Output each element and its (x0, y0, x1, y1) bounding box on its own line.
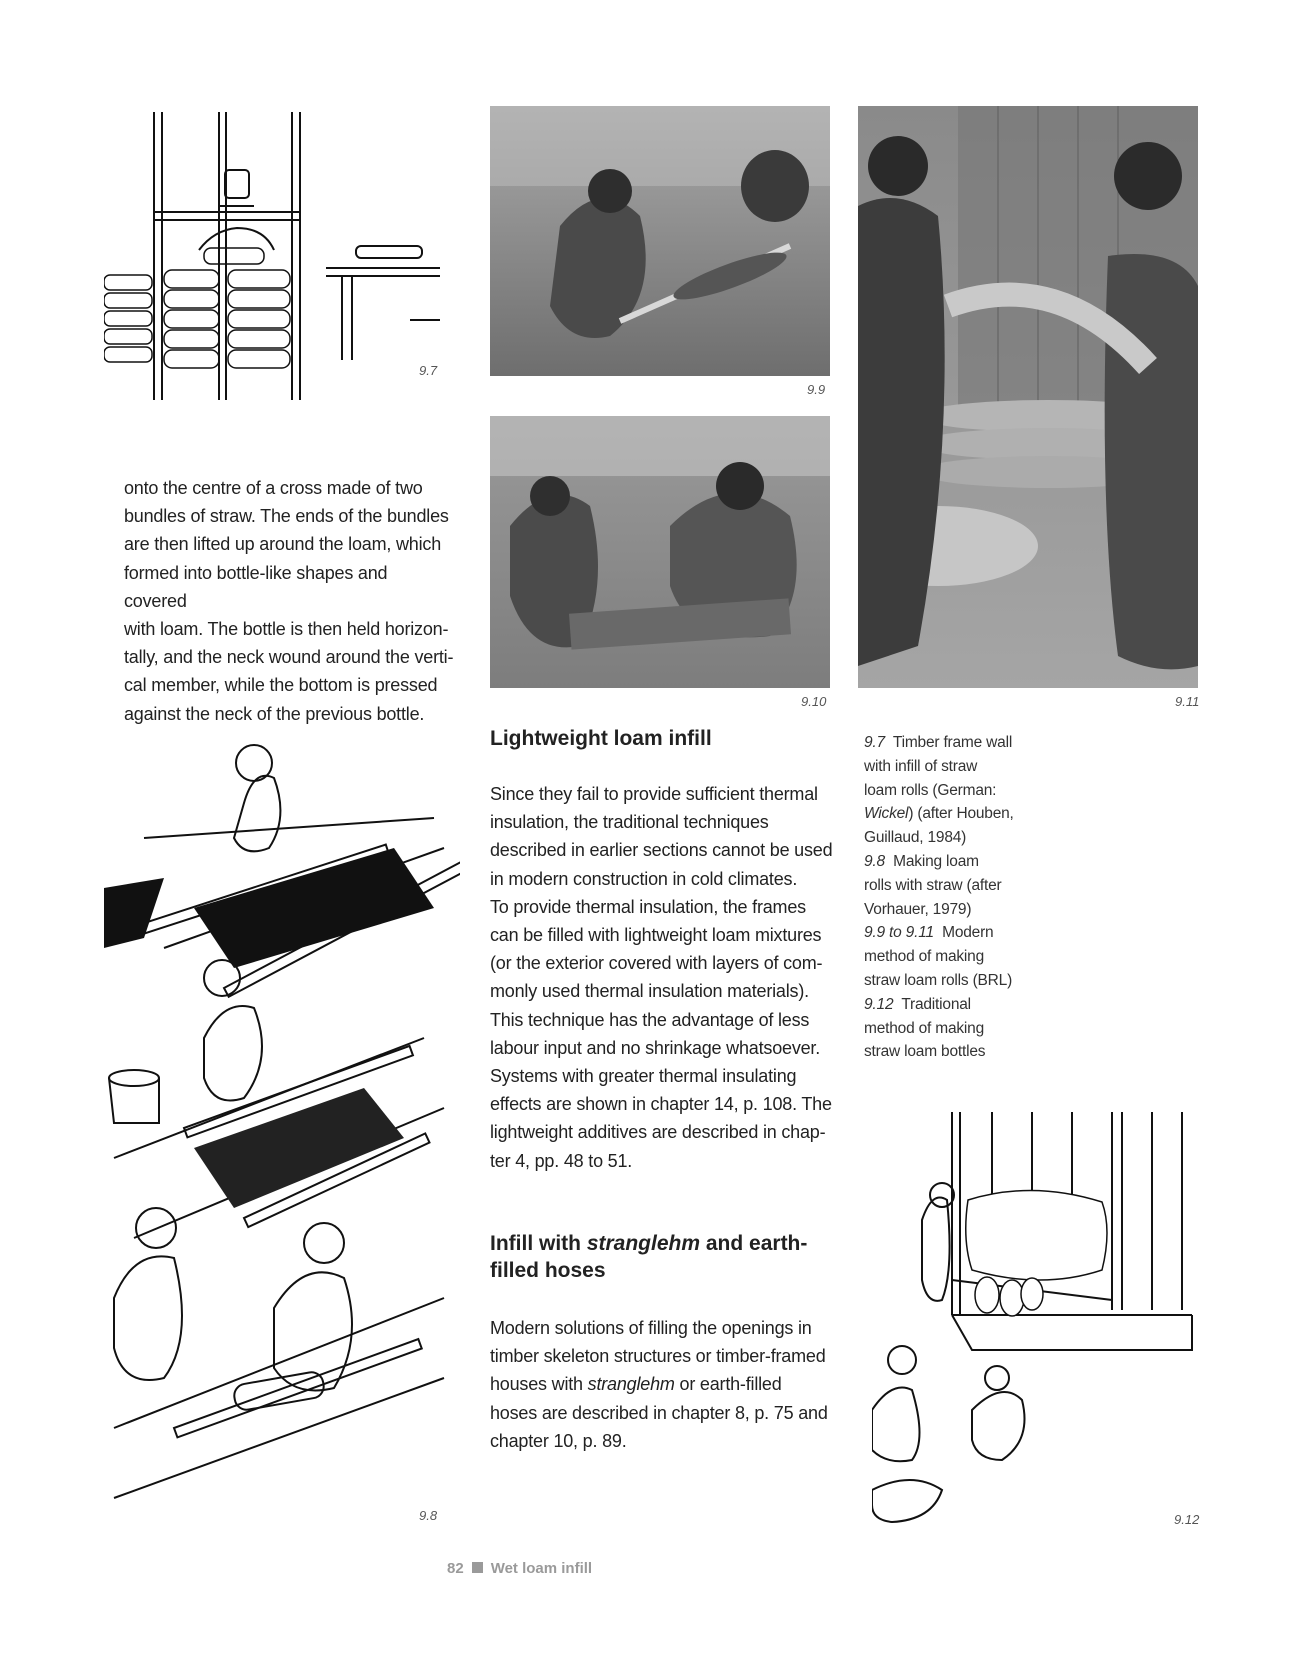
text-line: insulation, the traditional techniques (490, 812, 769, 833)
heading-line (490, 1230, 830, 1257)
text-line: timber skeleton structures or timber-framed (490, 1346, 826, 1367)
caption-number: 9.8 (864, 852, 885, 870)
text-line: labour input and no shrinkage whatsoever. (490, 1037, 821, 1058)
text-line: in modern construction in cold climates. (490, 868, 798, 889)
caption-line: rolls with straw (after (864, 876, 1002, 894)
caption-line: straw loam rolls (BRL) (864, 971, 1013, 989)
figure-9-7-drawing (104, 110, 460, 406)
italic-term: stranglehm (587, 1374, 675, 1395)
caption-text: ) (after Houben, (908, 805, 1014, 823)
text-line: Systems with greater thermal insulating (490, 1066, 797, 1087)
text-line: with loam. The bottle is then held horizon- (124, 619, 449, 640)
caption-text: Modern (942, 924, 994, 942)
text-line: against the neck of the previous bottle. (124, 703, 425, 724)
figure-captions (864, 731, 1044, 1064)
caption-italic: Wickel (864, 805, 909, 823)
figure-9-8-drawing (104, 738, 460, 1528)
heading-text: and earth- (700, 1232, 808, 1255)
intro-paragraph (124, 474, 454, 728)
caption-line (864, 802, 1044, 826)
text-line: Since they fail to provide sufficient thermal (490, 784, 818, 804)
text-line: chapter 10, p. 89. (490, 1430, 627, 1451)
text-line: This technique has the advantage of less (490, 1009, 810, 1030)
caption-line (864, 731, 1044, 755)
caption-line: method of making (864, 948, 985, 966)
text-line: formed into bottle-like shapes and covered (124, 562, 388, 611)
figure-9-12-label: 9.12 (1174, 1512, 1200, 1527)
figure-9-9-photo (490, 106, 830, 397)
text-line: hoses are described in chapter 8, p. 75 and (490, 1402, 828, 1423)
section-heading-lightweight-loam-infill: Lightweight loam infill (490, 727, 712, 750)
caption-text: Timber frame wall (892, 734, 1013, 751)
figure-9-7-label: 9.7 (419, 363, 438, 378)
text-line: onto the centre of a cross made of two (124, 478, 423, 498)
figure-9-11-photo (858, 106, 1200, 709)
caption-line: straw loam bottles (864, 1043, 986, 1061)
page-footer (447, 1560, 592, 1577)
text-span: houses with (490, 1374, 588, 1395)
page-number: 82 (447, 1560, 464, 1577)
text-span: or earth-filled (674, 1374, 782, 1395)
figure-9-11-label: 9.11 (1175, 694, 1200, 709)
caption-text: Traditional (901, 995, 971, 1013)
caption-line (864, 993, 1044, 1017)
figure-9-12-drawing (872, 1110, 1198, 1528)
square-bullet-icon (472, 1562, 483, 1573)
text-line: ter 4, pp. 48 to 51. (490, 1150, 633, 1171)
caption-line: Guillaud, 1984) (864, 829, 967, 847)
caption-number: 9.9 to 9.11 (864, 924, 934, 942)
caption-line: with infill of straw (864, 757, 978, 775)
caption-number: 9.12 (864, 995, 894, 1013)
caption-line: loam rolls (German: (864, 781, 997, 799)
heading-text: Infill with (490, 1232, 587, 1255)
figure-9-9-label: 9.9 (807, 382, 826, 397)
text-line: (or the exterior covered with layers of com- (490, 953, 823, 974)
text-line: Modern solutions of filling the openings in (490, 1318, 812, 1338)
caption-line (864, 850, 1044, 874)
text-line: described in earlier sections cannot be used (490, 840, 833, 861)
text-line: are then lifted up around the loam, which (124, 534, 442, 555)
section-1-body (490, 780, 840, 1175)
footer-section-title: Wet loam infill (490, 1560, 593, 1577)
text-line: monly used thermal insulation materials). (490, 981, 809, 1002)
figure-9-10-label: 9.10 (801, 694, 827, 709)
caption-line (864, 921, 1044, 945)
figure-9-8-label: 9.8 (419, 1508, 438, 1523)
text-line (490, 1370, 840, 1398)
heading-line: filled hoses (490, 1259, 606, 1282)
caption-line: method of making (864, 1019, 985, 1037)
text-line: effects are shown in chapter 14, p. 108. The (490, 1094, 832, 1115)
caption-text: Making loam (893, 852, 979, 870)
text-line: cal member, while the bottom is pressed (124, 675, 438, 696)
text-line: To provide thermal insulation, the frames (490, 896, 806, 917)
text-line: lightweight additives are described in chap- (490, 1122, 826, 1143)
section-heading-stranglehm (490, 1230, 830, 1284)
caption-line: Vorhauer, 1979) (864, 900, 972, 918)
text-line: tally, and the neck wound around the verti- (124, 647, 454, 668)
heading-italic-text: stranglehm (586, 1232, 701, 1255)
caption-number: 9.7 (864, 734, 885, 751)
section-2-body (490, 1314, 840, 1455)
figure-9-10-photo (490, 416, 830, 709)
text-line: bundles of straw. The ends of the bundles (124, 506, 449, 527)
text-line: can be filled with lightweight loam mixtures (490, 925, 822, 946)
